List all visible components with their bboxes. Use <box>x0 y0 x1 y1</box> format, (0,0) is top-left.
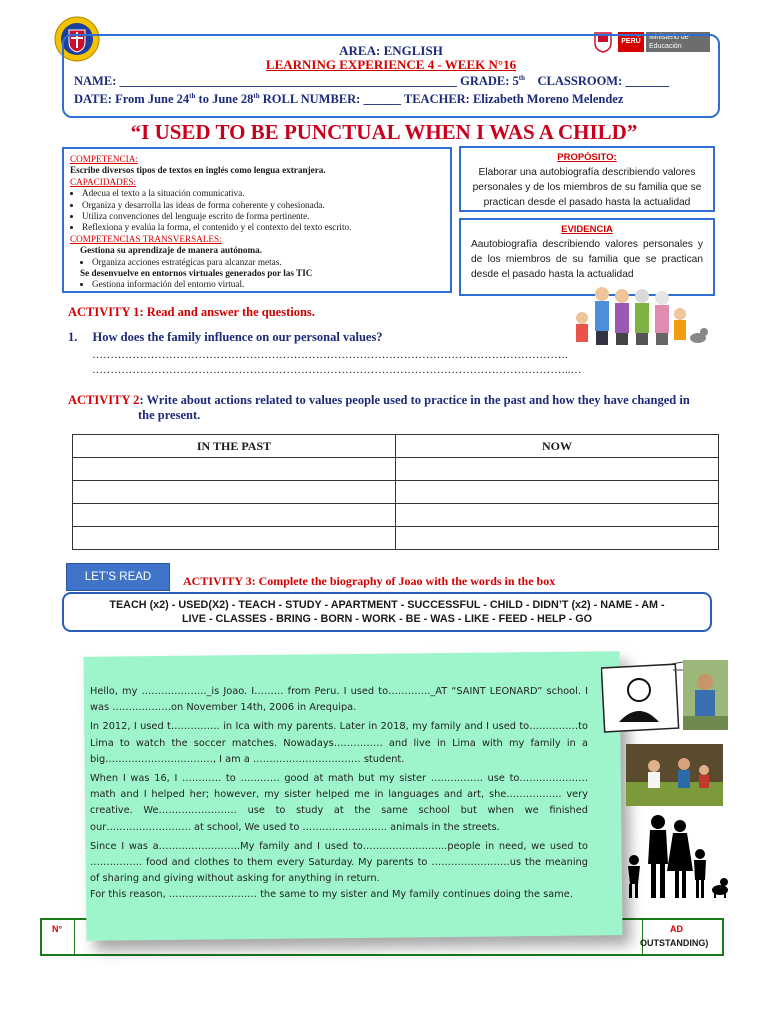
competencia-text: Escribe diversos tipos de textos en inglés como lengua extranjera. <box>70 165 326 176</box>
list-item: • Gestiona información del entorno virtual. <box>92 279 444 290</box>
word-bank-line-1: TEACH (x2) - USED(X2) - TEACH - STUDY - APARTMENT - SUCCESSFUL - CHILD - DIDN’T (x2) - NAME - AM - <box>109 599 665 611</box>
ministry-name: Ministerio de Educación <box>646 32 710 52</box>
page-title: “I USED TO BE PUNCTUAL WHEN I WAS A CHILD” <box>130 120 638 144</box>
grade-suffix: th <box>518 74 526 82</box>
date-line: DATE: From June 24th to June 28th ROLL NUMBER: ______ TEACHER: Elizabeth Moreno Melendez <box>74 92 624 107</box>
table-row <box>73 527 719 550</box>
question-number: 1. <box>68 330 78 344</box>
activity-2-heading: ACTIVITY 2: Write about actions related to values people used to practice in the past and how they have changed in the present. <box>68 393 690 422</box>
column-header-past: IN THE PAST <box>73 435 396 458</box>
table-cell[interactable] <box>396 504 719 527</box>
experience-label: LEARNING EXPERIENCE 4 - WEEK N°16 <box>265 57 517 72</box>
table-cell[interactable] <box>73 527 396 550</box>
list-item: • Organiza acciones estratégicas para alcanzar metas. <box>92 257 444 268</box>
list-item: • Utiliza convenciones del lenguaje escrito de forma pertinente. <box>82 211 444 222</box>
name-grade-line <box>74 74 669 89</box>
column-header-now: NOW <box>396 435 719 458</box>
rubric-ad-header: AD <box>670 924 683 934</box>
question-text: How does the family influence on our personal values? <box>92 330 383 344</box>
area-label: AREA: ENGLISH <box>339 43 443 58</box>
activity-3-heading: ACTIVITY 3: Complete the biography of Joao with the words in the box <box>183 574 556 588</box>
evidence-text: Aautobiografía describiendo valores personales y de los miembros de su familia que se practican desde el pasado hasta la actualidad <box>471 239 703 280</box>
biography-paragraph: Hello, my ……………….._is Joao. I……… from Peru. I used to…………._AT “SAINT LEONARD” school. I was ………………on November 14th, 2006 in Arequipa. <box>90 686 588 714</box>
purpose-text: Elaborar una autobiografía describiendo valores personales y de los miembros de su familia que se practican desde el pasado hasta la actualidad <box>472 167 702 208</box>
list-item: • Reflexiona y evalúa la forma, el contenido y el contexto del texto escrito. <box>82 222 444 233</box>
biography-paragraph: For this reason, ……………………… the same to my sister and My family continues doing the same. <box>90 889 573 901</box>
header-info-box <box>62 34 720 118</box>
activity-1-label: ACTIVITY 1 <box>68 305 140 319</box>
past-now-table <box>72 434 719 550</box>
table-cell[interactable] <box>73 504 396 527</box>
capacidades-list <box>70 188 444 234</box>
peru-label: PERÚ <box>618 32 644 52</box>
biography-paragraph: In 2012, I used t…………… in Ica with my parents. Later in 2018, my family and I used to……………to Lima to watch the soccer matches. Nowadays…………… and live in Lima with my family in a big……………………………, I am a …………………………… student. <box>90 721 588 765</box>
table-cell[interactable] <box>396 527 719 550</box>
list-item: • Adecua el texto a la situación comunicativa. <box>82 188 444 199</box>
table-cell[interactable] <box>73 458 396 481</box>
table-row <box>73 458 719 481</box>
capacidades-heading: CAPACIDADES: <box>70 176 137 187</box>
purpose-box <box>459 146 715 212</box>
answer-line-2[interactable]: …………………………………………………………………………………………………………………..… <box>92 364 582 376</box>
transversal-1: Gestiona su aprendizaje de manera autónoma. <box>80 245 263 256</box>
name-line: NAME: ______________________________________________________ GRADE: 5 <box>74 74 519 89</box>
classroom-label: CLASSROOM: _______ <box>537 74 670 89</box>
word-bank-line-2: LIVE - CLASSES - BRING - BORN - WORK - BE - WAS - LIKE - FEED - HELP - GO <box>181 612 593 625</box>
competencies-box <box>62 147 452 293</box>
family-photo-1 <box>683 660 728 730</box>
table-cell[interactable] <box>73 481 396 504</box>
word-bank-box <box>62 592 712 632</box>
question-1 <box>68 330 383 345</box>
family-photo-2 <box>626 744 723 806</box>
evidence-heading: EVIDENCIA <box>561 224 613 235</box>
rubric-outstanding-header: OUTSTANDING) <box>640 938 709 948</box>
competencia-heading: COMPETENCIA: <box>70 154 138 164</box>
table-row <box>73 481 719 504</box>
family-silhouette-image <box>620 814 730 900</box>
rubric-number-header: N° <box>52 924 63 934</box>
activity-1-heading: ACTIVITY 1: Read and answer the questions. <box>68 305 315 319</box>
biography-text <box>90 684 588 907</box>
purpose-heading: PROPÓSITO: <box>557 152 617 163</box>
transversal-2: Se desenvuelve en entornos virtuales generados por las TIC <box>80 268 313 279</box>
biography-paragraph: Since I was a…………………….My family and I used to……………………..people in need, we used to ……………. food and clothes to them every Saturday. My parents to ……………………us the meaning of sharing and giving without asking for anything in return. <box>90 840 588 885</box>
answer-line-1[interactable]: …………………………………………………………………………………………………………………. <box>92 349 568 361</box>
transversales-heading: COMPETENCIAS TRANSVERSALES: <box>70 233 222 244</box>
list-item: • Organiza y desarrolla las ideas de forma coherente y cohesionada. <box>82 200 444 211</box>
table-cell[interactable] <box>396 481 719 504</box>
family-illustration <box>570 282 710 346</box>
avatar-sketch-image <box>601 660 687 734</box>
lets-read-badge: LET’S READ <box>66 563 170 591</box>
biography-paragraph: When I was 16, I ………… to ………… good at math but my sister ……………. use to…………………math and I helped her; however, my sister helped me in languages and art, she…………….. very creative. We…………………… use to study at the same school but when we finished our…………………….. at school, We used to …………………….. animals in the streets. <box>90 773 588 833</box>
table-row <box>73 504 719 527</box>
activity-2-label: ACTIVITY 2 <box>68 393 140 407</box>
table-cell[interactable] <box>396 458 719 481</box>
